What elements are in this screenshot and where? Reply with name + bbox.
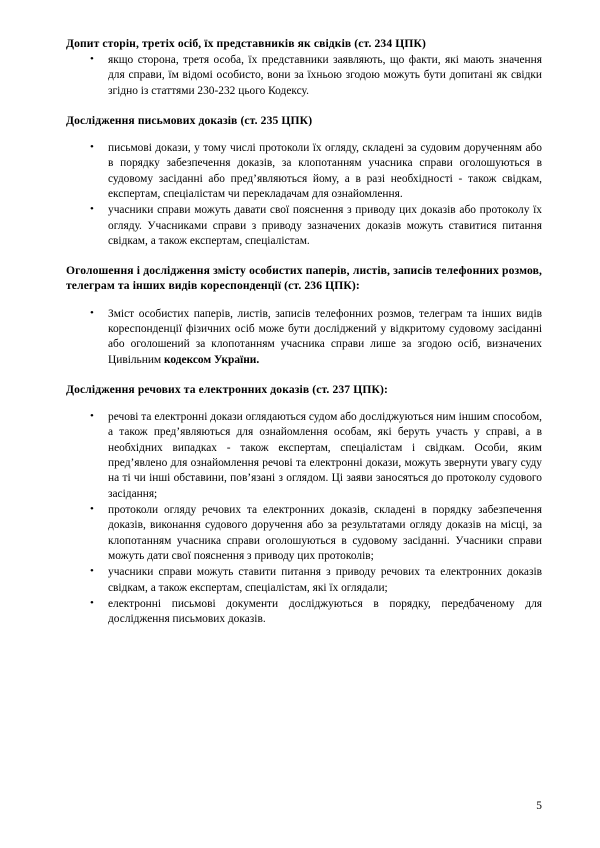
section-heading: Допит сторін, третіх осіб, їх представників як свідків (ст. 234 ЦПК): [66, 37, 427, 50]
section-art-237: [66, 382, 542, 628]
page-number: 5: [536, 799, 542, 812]
bullet-list: [66, 307, 542, 368]
emphasis-text: кодексом України.: [164, 353, 260, 366]
bullet-list: [66, 53, 542, 99]
section-art-235: [66, 113, 542, 249]
section-heading: Дослідження речових та електронних доказів (ст. 237 ЦПК):: [66, 382, 388, 396]
heading-spacer: [66, 399, 542, 410]
document-body: [66, 36, 542, 628]
section-spacer: [66, 100, 542, 113]
list-item: • письмові докази, у тому числі протоколи їх огляду, складені за судовим дорученням або в порядку забезпечення доказів, за клопотанням учасника справи оголошуються в судовому засіданні або пред’являються йому, а в разі необхідності - також свідкам, експертам, спеціалістам чи перекладачам для ознайомлення.: [66, 141, 542, 202]
section-heading: Дослідження письмових доказів (ст. 235 ЦПК): [66, 114, 313, 128]
section-spacer: [66, 369, 542, 382]
heading-spacer: [66, 296, 542, 307]
list-item: • якщо сторона, третя особа, їх представники заявляють, що факти, які мають значення для справи, їм відомі особисто, вони за їхньою згодою можуть бути допитані як свідки згідно із статтями 230-232 цього Кодексу.: [66, 53, 542, 99]
section-spacer: [66, 250, 542, 263]
list-item: • речові та електронні докази оглядаються судом або досліджуються ним іншим способом, а також пред’являються для ознайомлення особам, які беруть участь у справі, а в необхідних випадках - також експертам, спеціалістам і свідкам. Особи, яким пред’явлено для ознайомлення речові та електронні докази, можуть звернути увагу суду на ті чи інші обставини, пов’язані з оглядом. Ці заяви заносяться до протоколу судового засідання;: [66, 410, 542, 502]
list-item: • учасники справи можуть давати свої пояснення з приводу цих доказів або протоколу їх огляду. Учасниками справи з приводу зазначених доказів можуть ставитися питання свідкам, а також експертам, спеціалістам.: [66, 203, 542, 249]
list-item: • протоколи огляду речових та електронних доказів, складені в порядку забезпечення доказів, виконання судового доручення або за результатами огляду доказів на місці, за клопотанням учасника справи оголошуються в судовому засіданні. Учасники справи можуть дати свої пояснення з приводу цих протоколів;: [66, 503, 542, 564]
section-art-234: [66, 36, 542, 99]
list-item: • учасники справи можуть ставити питання з приводу речових та електронних доказів свідкам, а також експертам, спеціалістам, які їх оглядали;: [66, 565, 542, 596]
bullet-list: [66, 141, 542, 249]
list-item: • електронні письмові документи досліджуються в порядку, передбаченому для дослідження письмових доказів.: [66, 597, 542, 628]
list-item: • Зміст особистих паперів, листів, записів телефонних розмов, телеграм та інших видів кореспонденції фізичних осіб може бути досліджений у відкритому судовому засіданні або оголошений за клопотанням учасника справи лише за згодою осіб, визначених Цивільним кодексом України.: [66, 307, 542, 368]
section-heading: Оголошення і дослідження змісту особистих паперів, листів, записів телефонних розмов, телеграм та інших видів кореспонденції (ст. 236 ЦПК):: [66, 264, 542, 293]
bullet-list: [66, 410, 542, 628]
heading-spacer: [66, 130, 542, 141]
section-art-236: [66, 263, 542, 367]
